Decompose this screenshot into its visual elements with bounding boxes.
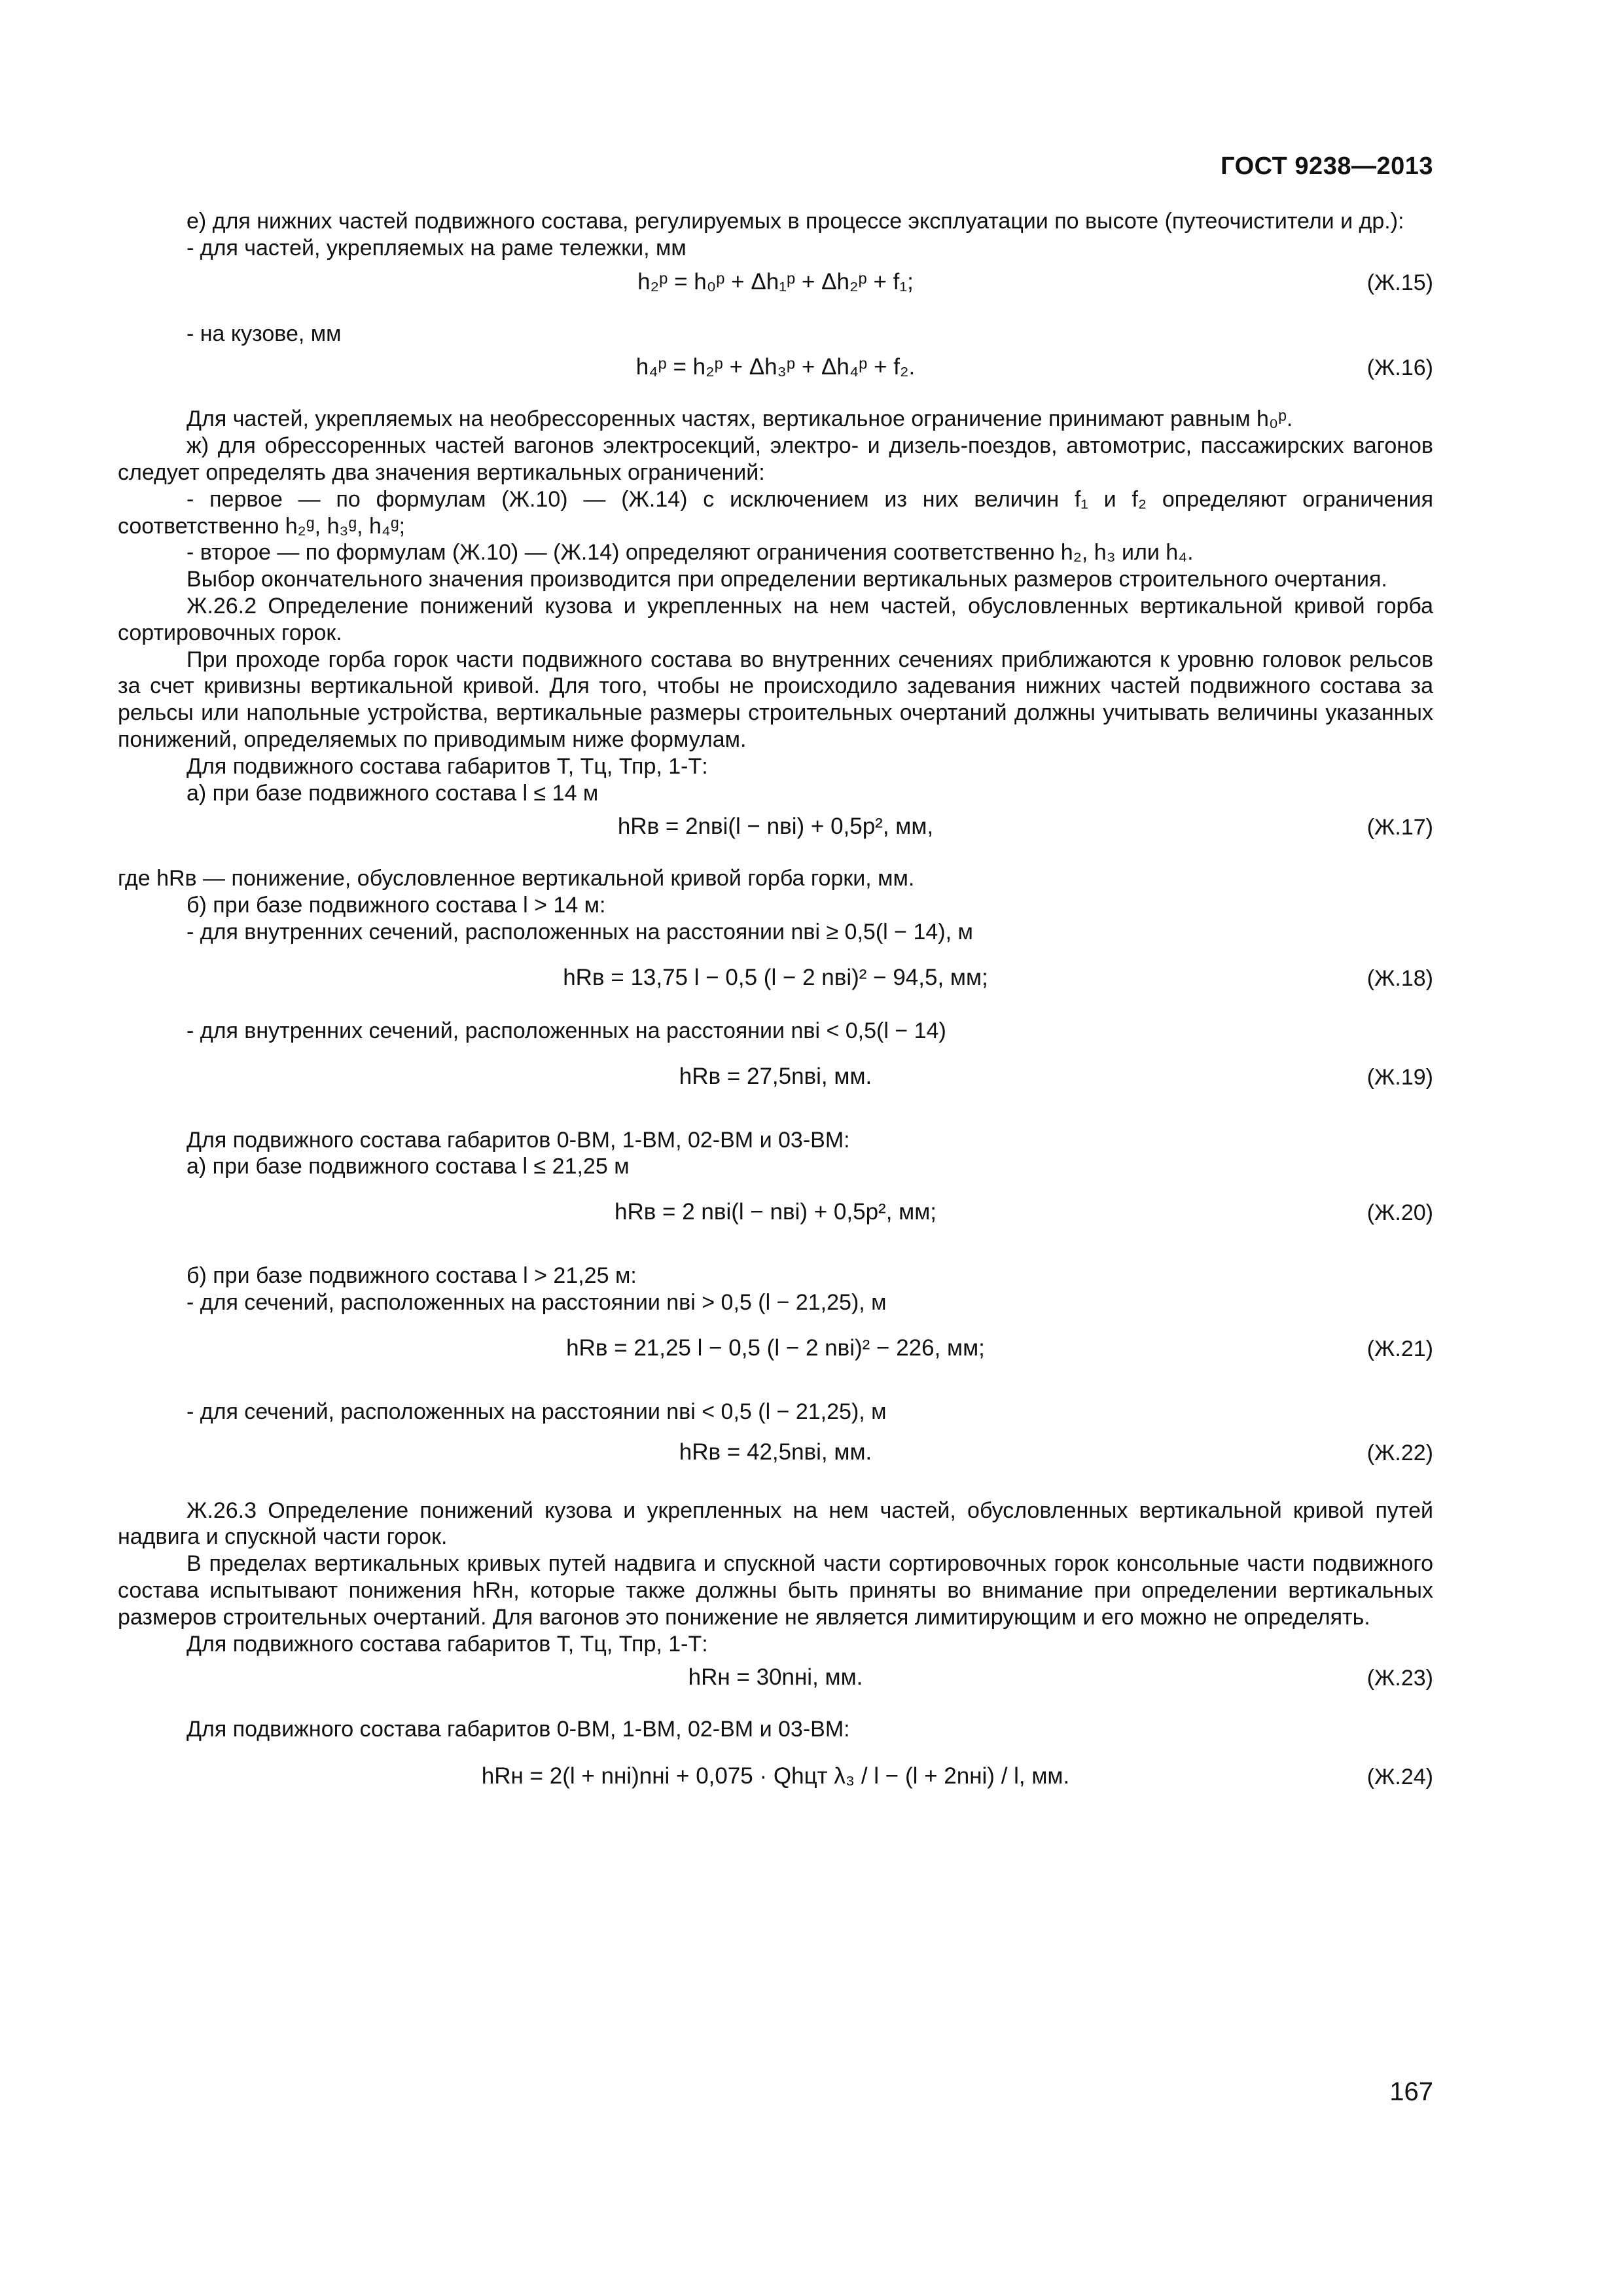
paragraph: Выбор окончательного значения производится при определении вертикальных размеров строительного очертания. [187, 567, 1387, 592]
formula-zh24 [118, 1743, 1433, 1815]
formula-expression: hRв = 2nвi(l − nвi) + 0,5p², мм, [617, 814, 934, 840]
formula-zh21 [118, 1316, 1433, 1388]
formula-zh15 [118, 262, 1433, 310]
list-item: - для внутренних сечений, расположенных на расстоянии nвi ≥ 0,5(l − 14), м [187, 919, 973, 944]
list-item: а) при базе подвижного состава l ≤ 14 м [187, 780, 599, 806]
formula-number: (Ж.15) [1366, 270, 1433, 295]
formula-zh17 [118, 806, 1433, 855]
formula-number: (Ж.20) [1366, 1200, 1433, 1226]
paragraph: Для подвижного состава габаритов 0-ВМ, 1-ВМ, 02-ВМ и 03-ВМ: [187, 1717, 850, 1742]
document-header: ГОСТ 9238—2013 [1221, 152, 1433, 180]
section-heading: Ж.26.2 Определение понижений кузова и укрепленных на нем частей, обусловленных вертикальной кривой горба сортировочных горок. [118, 593, 1433, 645]
section-heading: Ж.26.3 Определение понижений кузова и укрепленных на нем частей, обусловленных вертикальной кривой путей надвига и спускной части горок. [118, 1498, 1433, 1550]
formula-expression: hRн = 30nнi, мм. [688, 1664, 863, 1691]
list-item: - для частей, укрепляемых на раме тележки, мм [187, 235, 687, 260]
formula-number: (Ж.18) [1366, 965, 1433, 991]
paragraph: ж) для обрессоренных частей вагонов электросекций, электро- и дизель-поездов, автомотрис, пассажирских вагонов следует определять два значения вертикальных ограничений: [118, 433, 1433, 485]
formula-number: (Ж.21) [1366, 1336, 1433, 1361]
document-page [118, 0, 1433, 2296]
paragraph: Для частей, укрепляемых на необрессоренных частях, вертикальное ограничение принимают равным h₀ᵖ. [187, 406, 1293, 432]
page-number: 167 [1389, 2077, 1433, 2106]
formula-number: (Ж.24) [1366, 1765, 1433, 1790]
paragraph: Для подвижного состава габаритов Т, Тц, Тпр, 1-Т: [187, 1631, 708, 1657]
formula-number: (Ж.17) [1366, 815, 1433, 840]
formula-expression: hRв = 21,25 l − 0,5 (l − 2 nвi)² − 226, мм; [566, 1335, 985, 1361]
formula-expression: hRв = 42,5nвi, мм. [679, 1439, 872, 1465]
formula-number: (Ж.16) [1366, 355, 1433, 381]
list-item: - первое — по формулам (Ж.10) — (Ж.14) с исключением из них величин f₁ и f₂ определяют ограничения соответственно h₂ᵍ, h₃ᵍ, h₄ᵍ; [118, 486, 1433, 539]
formula-number: (Ж.22) [1366, 1440, 1433, 1465]
list-item: б) при базе подвижного состава l > 14 м: [187, 893, 606, 918]
formula-zh18 [118, 946, 1433, 1018]
formula-expression: hRв = 2 nвi(l − nвi) + 0,5p², мм; [614, 1199, 937, 1225]
formula-expression: h₄ᵖ = h₂ᵖ + Δh₃ᵖ + Δh₄ᵖ + f₂. [635, 354, 916, 380]
formula-number: (Ж.19) [1366, 1064, 1433, 1090]
paragraph: Для подвижного состава габаритов 0-ВМ, 1-ВМ, 02-ВМ и 03-ВМ: [187, 1127, 850, 1153]
list-item: - для сечений, расположенных на расстоянии nвi > 0,5 (l − 21,25), м [187, 1289, 887, 1315]
paragraph: В пределах вертикальных кривых путей надвига и спускной части сортировочных горок консольные части подвижного состава испытывают понижения hRн, которые также должны быть приняты во внимание при определении вертикальных размеров строительных очертаний. Для вагонов это понижение не является лимитирующим и его можно не определять. [118, 1551, 1433, 1630]
list-item: - второе — по формулам (Ж.10) — (Ж.14) определяют ограничения соответственно h₂, h₃ или h₄. [187, 540, 1194, 565]
formula-number: (Ж.23) [1366, 1666, 1433, 1691]
document-body [118, 208, 1433, 1815]
list-item: - для внутренних сечений, расположенных на расстоянии nвi < 0,5(l − 14) [187, 1018, 946, 1043]
formula-zh23 [118, 1657, 1433, 1706]
paragraph: Для подвижного состава габаритов Т, Тц, Тпр, 1-Т: [187, 753, 708, 779]
formula-zh22 [118, 1426, 1433, 1498]
formula-expression: hRв = 27,5nвi, мм. [679, 1063, 872, 1089]
paragraph: При проходе горба горок части подвижного состава во внутренних сечениях приближаются к уровню головок рельсов за счет кривизны вертикальной кривой. Для того, чтобы не происходило задевания нижних частей подвижного состава за рельсы или напольные устройства, вертикальные размеры строительных очертаний должны учитывать величины указанных понижений, определяемых по приводимым ниже формулам. [118, 647, 1433, 752]
list-item: б) при базе подвижного состава l > 21,25 м: [187, 1263, 637, 1289]
formula-zh19 [118, 1045, 1433, 1117]
formula-zh20 [118, 1180, 1433, 1252]
list-item: - на кузове, мм [187, 321, 342, 346]
formula-expression: hRн = 2(l + nнi)nнi + 0,075 · Qhцт λ₃ / l − (l + 2nнi) / l, мм. [481, 1763, 1070, 1789]
paragraph: где hRв — понижение, обусловленное вертикальной кривой горба горки, мм. [118, 866, 915, 891]
paragraph: е) для нижних частей подвижного состава, регулируемых в процессе эксплуатации по высоте (путеочистители и др.): [187, 209, 1404, 234]
formula-zh16 [118, 347, 1433, 395]
formula-expression: h₂ᵖ = h₀ᵖ + Δh₁ᵖ + Δh₂ᵖ + f₁; [637, 268, 914, 295]
formula-expression: hRв = 13,75 l − 0,5 (l − 2 nвi)² − 94,5, мм; [563, 964, 988, 990]
list-item: а) при базе подвижного состава l ≤ 21,25 м [187, 1154, 630, 1179]
list-item: - для сечений, расположенных на расстоянии nвi < 0,5 (l − 21,25), м [187, 1399, 887, 1424]
